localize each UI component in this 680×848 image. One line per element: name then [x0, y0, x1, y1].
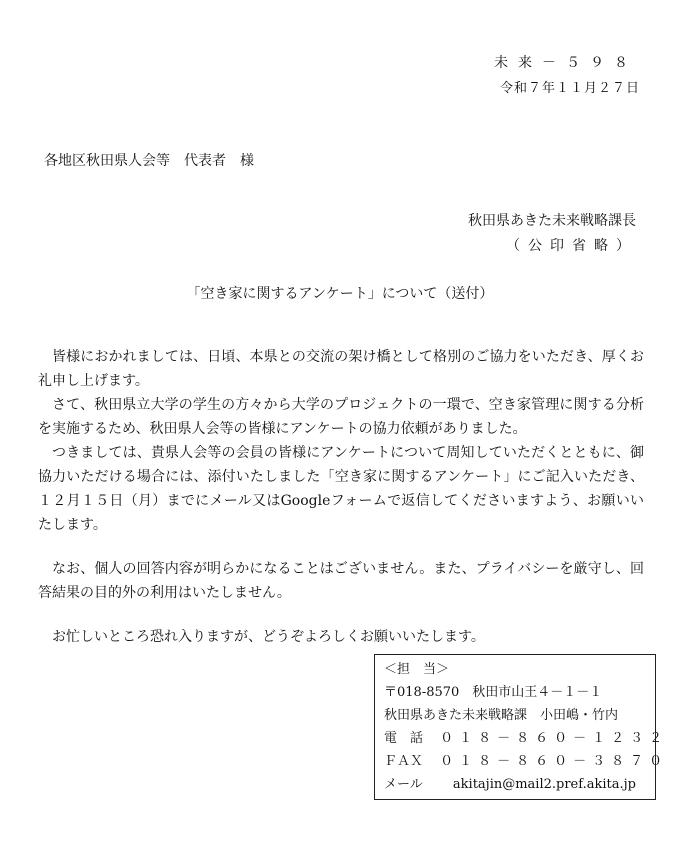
contact-box	[374, 654, 669, 800]
document-number: 未来－５９８	[494, 55, 638, 71]
document-date: 令和７年１１月２７日	[499, 81, 640, 96]
body-paragraph-request-origin: さて、秋田県立大学の学生の方々から大学のプロジェクトの一環で、空き家管理に関する分析を実施するため、秋田県人会等の皆様にアンケートの協力依頼がありました。	[38, 397, 644, 437]
contact-address: 〒018-8570 秋田市山王４－１－１	[384, 685, 603, 700]
contact-fax-label: ＦＡＸ	[384, 754, 424, 769]
contact-heading: ＜担 当＞	[384, 662, 450, 677]
recipient: 各地区秋田県人会等 代表者 様	[44, 153, 254, 169]
contact-phone-number: ０１８－８６０－１２３２	[440, 731, 669, 746]
contact-phone-row	[384, 727, 669, 750]
body-paragraph-closing: お忙しいところ恐れ入りますが、どうぞよろしくお願いいたします。	[52, 629, 485, 645]
letter-body	[38, 345, 644, 649]
sender-title: 秋田県あきた未来戦略課長	[468, 213, 636, 229]
contact-fax-row	[384, 750, 669, 773]
body-paragraph-greeting: 皆様におかれましては、日頃、本県との交流の架け橋として格別のご協力をいただき、厚くお礼申し上げます。	[38, 349, 644, 389]
contact-mail-address[interactable]: akitajin@mail2.pref.akita.jp	[452, 777, 636, 792]
body-paragraph-privacy: なお、個人の回答内容が明らかになることはございません。また、プライバシーを厳守し、回答結果の目的外の利用はいたしません。	[38, 561, 644, 601]
body-paragraph-instructions: つきましては、貴県人会等の会員の皆様にアンケートについて周知していただくとともに、御協力いただける場合には、添付いたしました「空き家に関するアンケート」にご記入いただき、１２月１５日（月）までにメール又はGoogleフォームで返信してくださいますよう、お願いいたします。	[38, 445, 644, 533]
seal-omitted-note: （公印省略）	[506, 238, 638, 254]
subject-line: 「空き家に関するアンケート」について（送付）	[186, 286, 494, 302]
contact-phone-label: 電 話	[384, 731, 424, 746]
contact-fax-number: ０１８－８６０－３８７０	[440, 754, 669, 769]
contact-mail-label: メール	[384, 777, 423, 792]
contact-mail-row	[384, 773, 655, 796]
contact-department: 秋田県あきた未来戦略課 小田嶋・竹内	[384, 708, 619, 723]
